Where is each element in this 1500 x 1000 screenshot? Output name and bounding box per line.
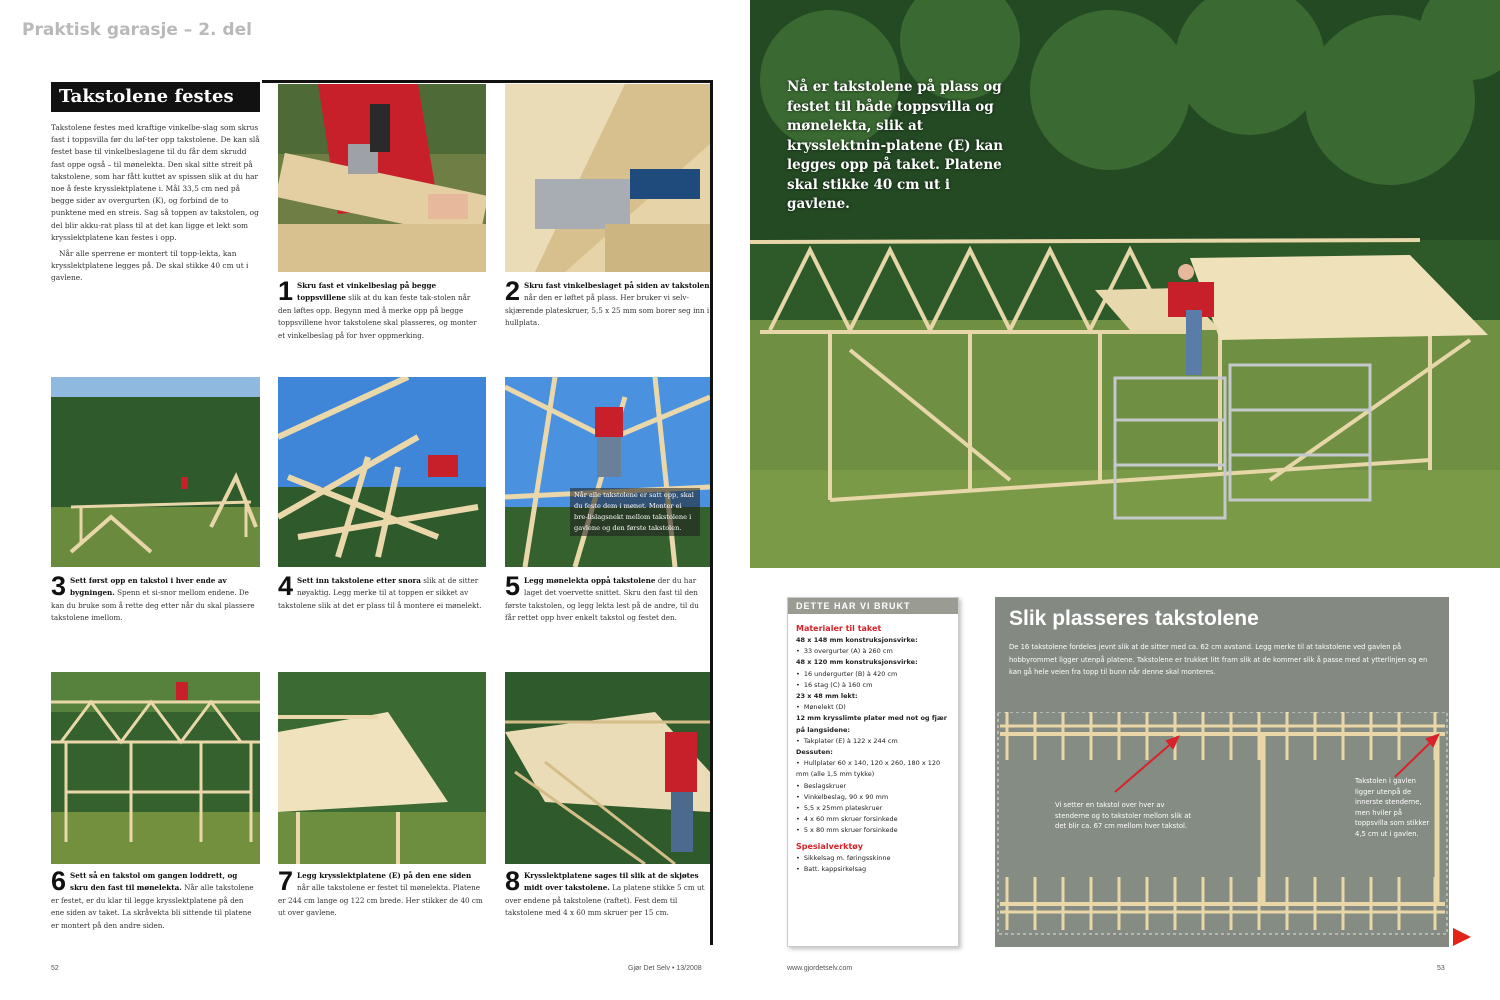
step-lead: Sett så en takstol om gangen loddrett, og skru den fast til mønelekta. bbox=[70, 871, 238, 893]
step-number: 3 bbox=[51, 571, 67, 601]
photo-step-6 bbox=[51, 672, 260, 864]
photo-step-4 bbox=[278, 377, 486, 567]
step-text: slik at du kan feste tak-stolen når den løftes opp. Begynn med å merke opp på begge toppsvillene hvor takstolene skal plasseres, og monter et vinkelbeslag på for hver oppmerking. bbox=[278, 293, 477, 340]
material-item: • 5,5 x 25mm plateskruer bbox=[796, 803, 950, 814]
step-lead: Legg mønelekta oppå takstolene bbox=[524, 576, 656, 585]
photo-step-3 bbox=[51, 377, 260, 567]
diagram-title: Slik plasseres takstolene bbox=[1009, 607, 1259, 630]
step-number: 6 bbox=[51, 866, 67, 896]
caption-step-6 bbox=[51, 866, 256, 932]
photo-note: Når alle takstolene er satt opp, skal du feste dem i mønet. Monter ei bre-lislagsnekt mellom takstolene i gavlene og den første takstolen. bbox=[570, 488, 700, 536]
diagram-box bbox=[995, 597, 1449, 947]
frame-right-rule bbox=[710, 80, 713, 945]
footer-page-number-right: 53 bbox=[1437, 965, 1445, 972]
caption-step-7 bbox=[278, 866, 483, 920]
step-number: 2 bbox=[505, 276, 521, 306]
step-number: 1 bbox=[278, 276, 294, 306]
tools-subheading: Spesialverktøy bbox=[796, 841, 863, 851]
footer-website: www.gjordetselv.com bbox=[787, 965, 853, 972]
materials-body bbox=[788, 614, 958, 880]
frame-top-rule bbox=[262, 80, 713, 83]
caption-step-2 bbox=[505, 276, 710, 330]
step-text: når alle takstolene er festet til mønelekta. Platene er 244 cm lange og 122 cm brede. Her stikker de 40 cm ut over gavlene. bbox=[278, 883, 483, 918]
materials-subheading: Materialer til taket bbox=[796, 624, 882, 633]
material-group-label: Dessuten: bbox=[796, 748, 833, 757]
material-item: • Mønelekt (D) bbox=[796, 702, 950, 713]
section-title: Takstolene festes bbox=[51, 82, 260, 112]
step-lead: Krysslektplatene sages til slik at de skjøtes midt over takstolene. bbox=[524, 871, 699, 893]
step-lead: Sett inn takstolene etter snora bbox=[297, 576, 421, 585]
material-item: • Beslagskruer bbox=[796, 781, 950, 792]
step-lead: Sett først opp en takstol i hver ende av bygningen. bbox=[70, 576, 227, 598]
tool-item: • Batt. kappsirkelsag bbox=[796, 864, 950, 875]
caption-step-3 bbox=[51, 571, 256, 625]
step-number: 4 bbox=[278, 571, 294, 601]
step-number: 5 bbox=[505, 571, 521, 601]
caption-step-5 bbox=[505, 571, 710, 625]
material-item: • Takplater (E) à 122 x 244 cm bbox=[796, 736, 950, 747]
step-lead: Legg krysslektplatene (E) på den ene siden bbox=[297, 871, 472, 880]
tool-item: • Sikkelsag m. føringsskinne bbox=[796, 853, 950, 864]
diagram-intro: De 16 takstolene fordeles jevnt slik at de sitter med ca. 62 cm avstand. Legg merke til at takstolene ved gavlen på hobbyrommet ligger utenpå platene. Takstolene er trukket litt fram slik at de kommer slik å passe med at ytterlinjen og en kan gå hele veien fra topp til bunn når denne skal monteres. bbox=[1009, 643, 1428, 676]
step-number: 7 bbox=[278, 866, 294, 896]
material-group-label: 12 mm krysslimte plater med not og fjær på langsidene: bbox=[796, 714, 947, 734]
step-text: slik at de sitter nøyaktig. Legg merke til at toppen er sikket av takstolene slik at det er plass til å montere ei mønelekt. bbox=[278, 576, 482, 610]
intro-paragraph-1: Takstolene festes med kraftige vinkelbe-slag som skrus fast i toppsvilla før du løf-ter opp takstolene. De kan slå festet base til vinkelbeslagene til du får dem skrudd fast oppe også – til mønelekta. Den skal sitte streit på takstolene, som har fått kuttet av spissen slik at du har noe å feste krysslektplatene i. Mål 33,5 cm ned på begge sider av overgurten (K), og forbind de to punktene med en streis. Sag så toppen av takstolen, og del blir akku-rat plass til at det kan ligge et lekt som krysslektplatene kan festes i opp. bbox=[51, 123, 260, 242]
footer-page-number-left: 52 bbox=[51, 965, 59, 972]
material-item: • 16 undergurter (B) à 420 cm bbox=[796, 669, 950, 680]
step-lead: Skru fast et vinkelbeslag på begge toppsvillene bbox=[297, 281, 437, 303]
gutter bbox=[730, 0, 750, 1000]
material-group-label: 48 x 148 mm konstruksjonsvirke: bbox=[796, 636, 918, 644]
material-item: • Hullplater 60 x 140, 120 x 260, 180 x 120 mm (alle 1,5 mm tykke) bbox=[796, 758, 950, 780]
hero-caption: Nå er takstolene på plass og festet til både toppsvilla og mønelekta, slik at krysslektnin-platene (E) kan legges opp på taket. Platene skal stikke 40 cm ut i gavlene. bbox=[787, 79, 1004, 212]
photo-step-8 bbox=[505, 672, 710, 864]
photo-step-2 bbox=[505, 84, 710, 272]
material-group-label: 48 x 120 mm konstruksjonsvirke: bbox=[796, 658, 918, 667]
material-group-label: 23 x 48 mm lekt: bbox=[796, 692, 858, 701]
step-text: La platene stikke 5 cm ut over endene på takstolene (raftet). Fest dem til takstolene med 4 x 60 mm skruer per 15 cm. bbox=[505, 883, 705, 918]
running-head: Praktisk garasje – 2. del bbox=[22, 20, 252, 40]
materials-header: DETTE HAR VI BRUKT bbox=[788, 598, 958, 614]
intro-text bbox=[51, 122, 261, 285]
material-item: • 16 stag (C) à 160 cm bbox=[796, 680, 950, 691]
photo-step-1 bbox=[278, 84, 486, 272]
diagram-note-right: Takstolen i gavlen ligger utenpå de innerste stenderne, men hviler på toppsvilla som stikker 4,5 cm ut i gavlen. bbox=[1355, 777, 1430, 838]
intro-paragraph-2: Når alle sperrene er montert til topp-lekta, kan krysslektplatene legges på. De skal stikke 40 cm ut i gavlene. bbox=[51, 249, 249, 283]
step-text: Spenn et si-snor mellom endene. De kan du bruke som å rette deg etter når du skal plassere takstolene imellom. bbox=[51, 588, 255, 623]
next-page-arrow-icon bbox=[1453, 928, 1471, 946]
material-item: • 4 x 60 mm skruer forsinkede bbox=[796, 814, 950, 825]
material-item: • 33 overgurter (A) à 260 cm bbox=[796, 646, 950, 657]
footer-magazine: Gjør Det Selv • 13/2008 bbox=[628, 965, 702, 972]
step-text: der du har laget det voervette snittet. Skru den fast til den første takstolen, og legg lekta lest på de andre, til du får rettet opp hver enkelt takstol og festet den. bbox=[505, 576, 699, 623]
photo-step-7 bbox=[278, 672, 486, 864]
step-text: når den er løftet på plass. Her bruker vi selv-skjærende plateskruer, 5,5 x 25 mm som borer seg inn i hullplata. bbox=[505, 293, 710, 328]
photo-step-5 bbox=[505, 377, 710, 567]
caption-step-1 bbox=[278, 276, 483, 342]
step-lead: Skru fast vinkelbeslaget på siden av takstolen bbox=[524, 281, 710, 290]
material-item: • Vinkelbeslag, 90 x 90 mm bbox=[796, 792, 950, 803]
diagram-note-left: Vi setter en takstol over hver av stenderne og to takstoler mellom slik at det blir ca. 67 cm mellom hver takstol. bbox=[1055, 801, 1192, 830]
caption-step-4 bbox=[278, 571, 483, 612]
materials-box bbox=[787, 597, 959, 947]
caption-step-8 bbox=[505, 866, 710, 920]
material-item: • 5 x 80 mm skruer forsinkede bbox=[796, 825, 950, 836]
step-text: Når alle takstolene er festet, er du klar til legge krysslektplatene på den ene siden av taket. La skråvekta bli sittende til platene er montert på den andre siden. bbox=[51, 883, 254, 930]
step-number: 8 bbox=[505, 866, 521, 896]
